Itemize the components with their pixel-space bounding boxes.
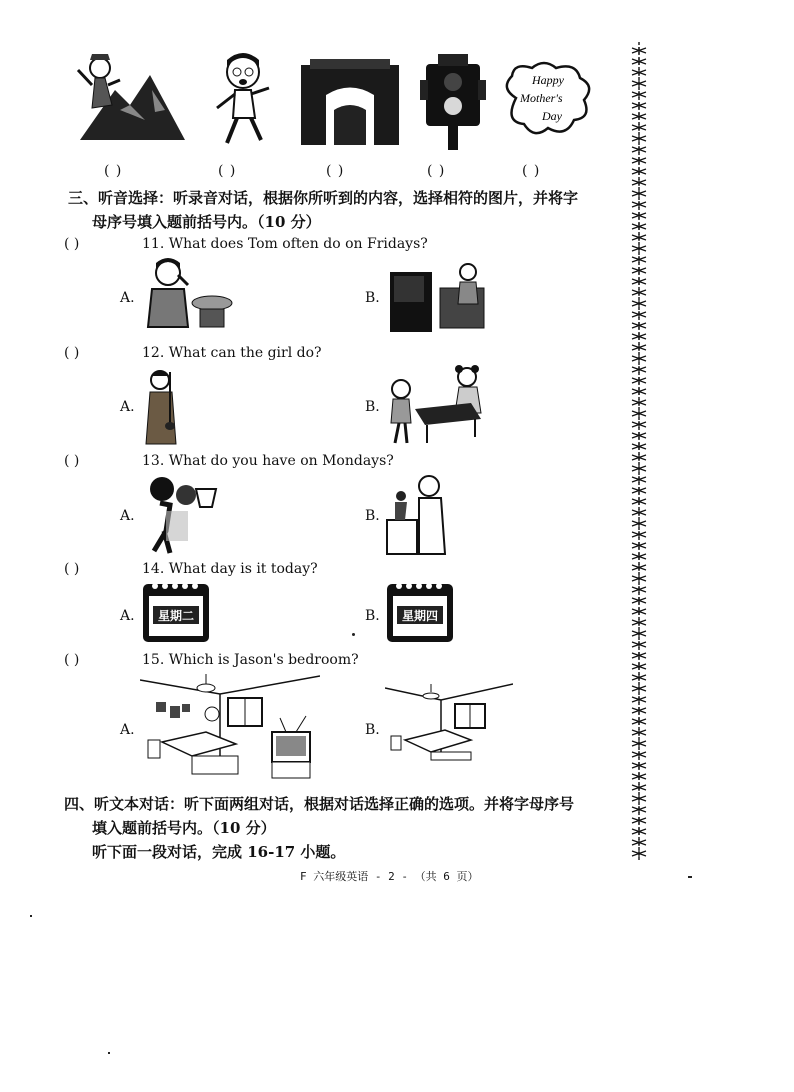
border-mark	[632, 47, 646, 54]
question-11-bracket[interactable]: ( )	[64, 236, 80, 252]
border-mark	[632, 322, 646, 329]
q12-option-a-label[interactable]: A.	[120, 399, 135, 415]
border-mark	[632, 311, 646, 318]
mothers-day-card-image	[496, 58, 600, 142]
answer-bracket-4[interactable]: ( )	[427, 163, 446, 179]
section3-subtitle: 母序号填入题前括号内。（10 分）	[92, 213, 321, 231]
border-mark	[632, 355, 646, 362]
border-mark	[632, 542, 646, 549]
q12-option-b-label[interactable]: B.	[365, 399, 380, 415]
border-mark	[632, 300, 646, 307]
scan-speck	[688, 876, 692, 878]
page-footer: F 六年级英语 - 2 - （共 6 页）	[300, 870, 479, 883]
section4-title: 四、听文本对话：听下面两组对话，根据对话选择正确的选项。并将字母序号	[64, 795, 575, 813]
bedroom-b-image[interactable]	[385, 682, 513, 762]
border-mark	[632, 454, 646, 461]
section4-instruction: 听下面一段对话，完成 16-17 小题。	[92, 843, 346, 861]
border-mark	[632, 465, 646, 472]
q14-option-a-label[interactable]: A.	[120, 608, 135, 624]
border-mark	[632, 91, 646, 98]
border-mark	[632, 102, 646, 109]
border-mark	[632, 135, 646, 142]
border-mark	[632, 179, 646, 186]
border-mark	[632, 399, 646, 406]
border-mark	[632, 256, 646, 263]
border-mark	[632, 652, 646, 659]
border-mark	[632, 608, 646, 615]
card-text-line3: Day	[542, 109, 562, 123]
border-mark	[632, 234, 646, 241]
calendar-a-image[interactable]	[141, 578, 211, 644]
chair-image	[296, 55, 404, 150]
calendar-a-day: 星期二	[157, 609, 195, 623]
science-lab-image[interactable]	[385, 472, 450, 556]
border-mark	[632, 366, 646, 373]
border-mark	[632, 278, 646, 285]
border-mark	[632, 410, 646, 417]
border-mark	[632, 190, 646, 197]
border-mark	[632, 806, 646, 813]
bedroom-a-image[interactable]	[140, 672, 320, 780]
border-mark	[632, 817, 646, 824]
answer-bracket-5[interactable]: ( )	[522, 163, 541, 179]
border-mark	[632, 773, 646, 780]
border-mark	[632, 333, 646, 340]
border-mark	[632, 432, 646, 439]
girl-playing-erhu-image[interactable]	[140, 368, 185, 446]
question-15-bracket[interactable]: ( )	[64, 652, 80, 668]
border-mark	[632, 685, 646, 692]
q15-option-b-label[interactable]: B.	[365, 722, 380, 738]
border-mark	[632, 751, 646, 758]
q14-option-b-label[interactable]: B.	[365, 608, 380, 624]
question-13-text: 13. What do you have on Mondays?	[142, 453, 394, 469]
border-mark	[632, 597, 646, 604]
question-14-bracket[interactable]: ( )	[64, 561, 80, 577]
border-mark	[632, 740, 646, 747]
border-mark	[632, 586, 646, 593]
border-mark	[632, 289, 646, 296]
border-mark	[632, 707, 646, 714]
question-11-text: 11. What does Tom often do on Fridays?	[142, 236, 428, 252]
border-mark	[632, 443, 646, 450]
card-text-line1: Happy	[532, 73, 564, 87]
question-13-bracket[interactable]: ( )	[64, 453, 80, 469]
question-12-bracket[interactable]: ( )	[64, 345, 80, 361]
watching-tv-image[interactable]	[388, 260, 488, 335]
answer-bracket-1[interactable]: ( )	[104, 163, 123, 179]
border-mark	[632, 509, 646, 516]
border-mark	[632, 564, 646, 571]
boy-on-phone-image[interactable]	[140, 255, 235, 335]
border-mark	[632, 157, 646, 164]
border-mark	[632, 69, 646, 76]
border-mark	[632, 630, 646, 637]
scan-speck	[352, 633, 355, 636]
q11-option-b-label[interactable]: B.	[365, 290, 380, 306]
border-mark	[632, 146, 646, 153]
border-mark	[632, 124, 646, 131]
scared-boy-image	[205, 48, 285, 148]
border-mark	[632, 795, 646, 802]
border-mark	[632, 267, 646, 274]
border-mark	[632, 575, 646, 582]
question-11	[64, 236, 428, 252]
answer-bracket-2[interactable]: ( )	[218, 163, 237, 179]
scan-speck	[30, 915, 32, 917]
question-14	[64, 561, 318, 577]
border-mark	[632, 245, 646, 252]
ping-pong-image[interactable]	[385, 363, 493, 445]
q15-option-a-label[interactable]: A.	[120, 722, 135, 738]
border-mark	[632, 553, 646, 560]
calendar-b-day: 星期四	[401, 609, 439, 623]
border-mark	[632, 498, 646, 505]
mountain-climber-image	[70, 50, 190, 145]
border-mark	[632, 201, 646, 208]
border-mark	[632, 80, 646, 87]
border-mark	[632, 223, 646, 230]
border-mark	[632, 850, 646, 857]
border-mark	[632, 696, 646, 703]
border-mark	[632, 212, 646, 219]
border-mark	[632, 828, 646, 835]
question-13	[64, 453, 394, 469]
question-12	[64, 345, 322, 361]
calendar-b-image[interactable]	[385, 578, 455, 644]
card-text-line2: Mother's	[520, 91, 563, 105]
border-mark	[632, 421, 646, 428]
border-mark	[632, 674, 646, 681]
border-mark	[632, 377, 646, 384]
border-mark	[632, 663, 646, 670]
question-14-text: 14. What day is it today?	[142, 561, 318, 577]
border-mark	[632, 729, 646, 736]
border-mark	[632, 388, 646, 395]
border-mark	[632, 487, 646, 494]
q13-option-b-label[interactable]: B.	[365, 508, 380, 524]
section3-title: 三、听音选择：听录音对话，根据你所听到的内容，选择相符的图片，并将字	[68, 189, 579, 207]
border-mark	[632, 762, 646, 769]
traffic-light-image	[420, 52, 486, 150]
decorative-border	[628, 42, 650, 860]
border-mark	[632, 641, 646, 648]
question-15	[64, 652, 359, 668]
section4-subtitle: 填入题前括号内。（10 分）	[92, 819, 276, 837]
scan-speck	[108, 1052, 110, 1054]
border-mark	[632, 476, 646, 483]
border-mark	[632, 113, 646, 120]
border-mark	[632, 520, 646, 527]
border-mark	[632, 718, 646, 725]
border-mark	[632, 784, 646, 791]
q11-option-a-label[interactable]: A.	[120, 290, 135, 306]
question-15-text: 15. Which is Jason's bedroom?	[142, 652, 359, 668]
q13-option-a-label[interactable]: A.	[120, 508, 135, 524]
answer-bracket-3[interactable]: ( )	[326, 163, 345, 179]
question-12-text: 12. What can the girl do?	[142, 345, 322, 361]
border-mark	[632, 839, 646, 846]
border-mark	[632, 344, 646, 351]
border-mark	[632, 58, 646, 65]
border-mark	[632, 531, 646, 538]
basketball-player-image[interactable]	[140, 475, 220, 555]
border-mark	[632, 168, 646, 175]
border-mark	[632, 619, 646, 626]
